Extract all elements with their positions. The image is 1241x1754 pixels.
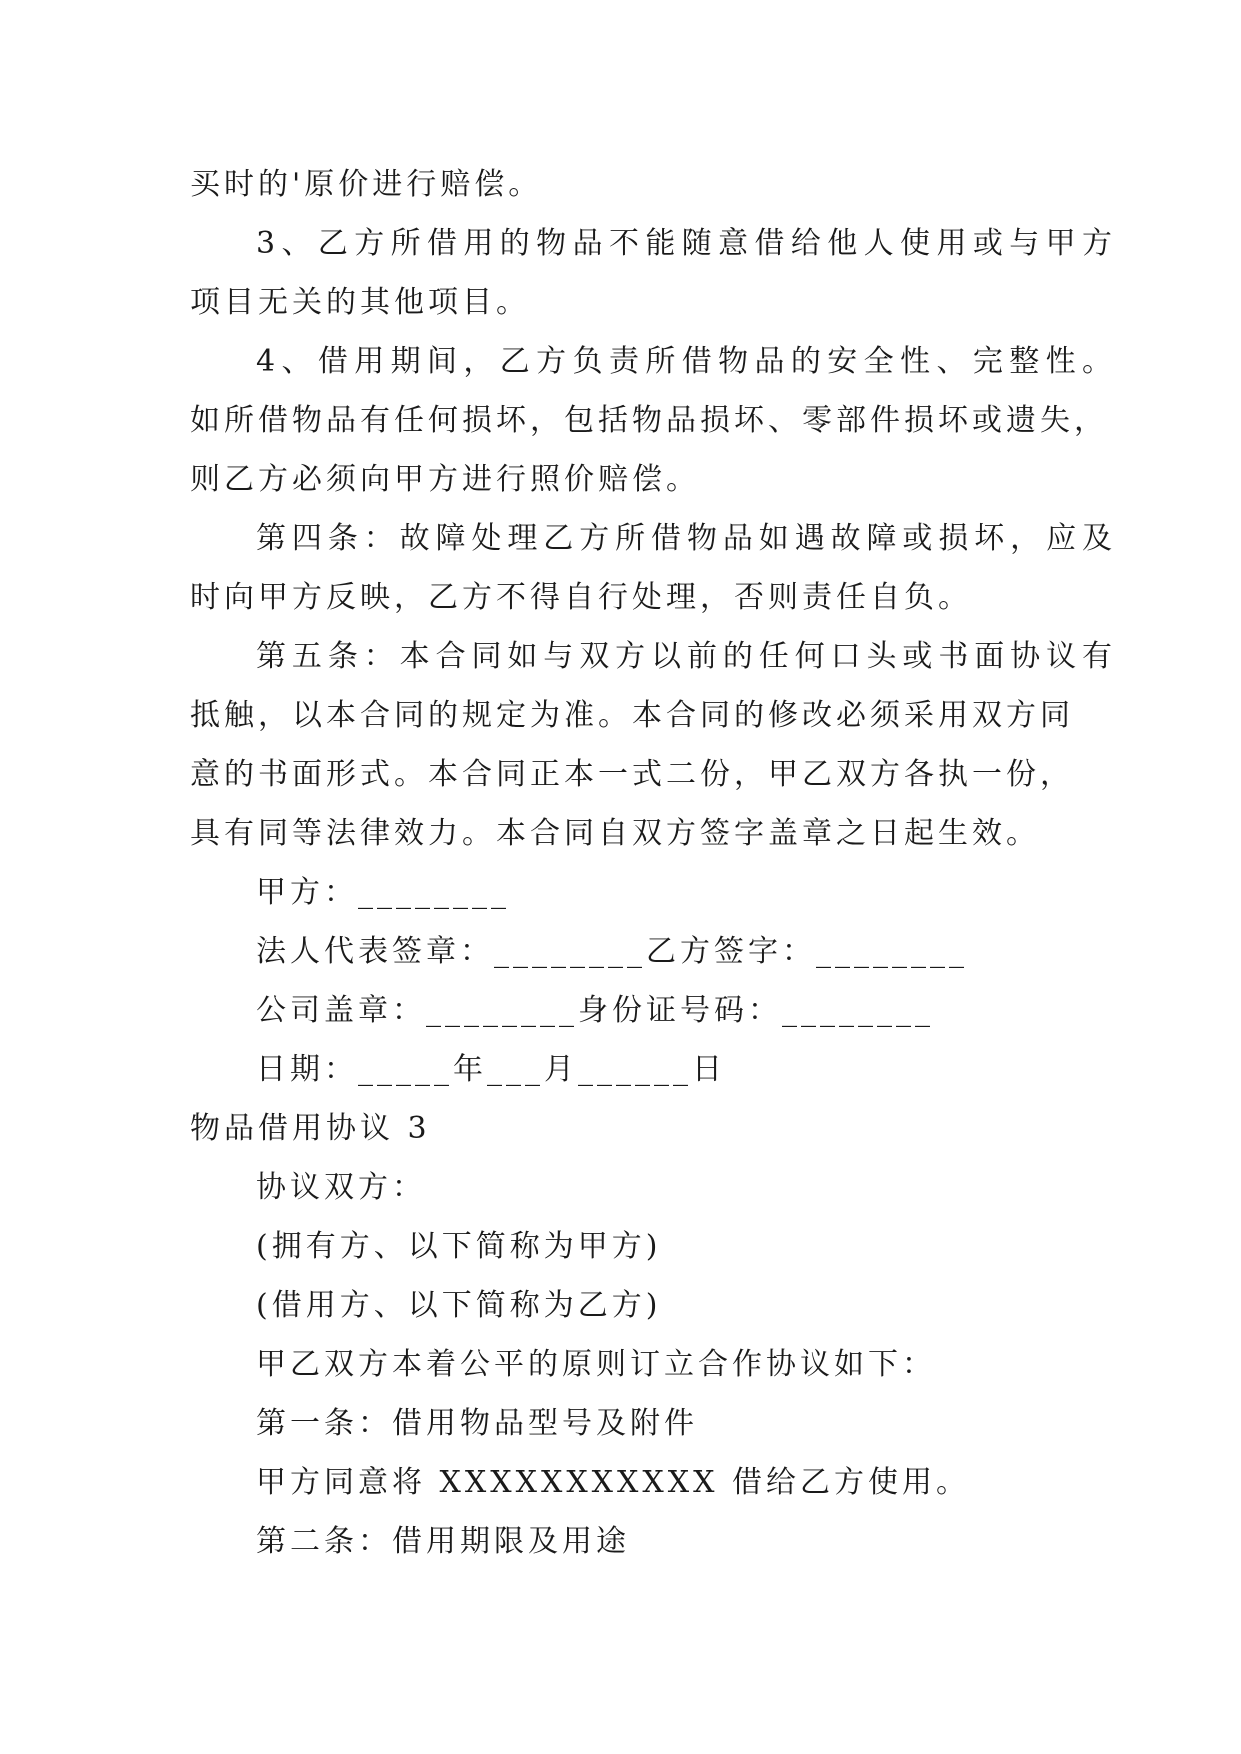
text-line: 甲乙双方本着公平的原则订立合作协议如下： xyxy=(256,1347,936,1382)
document-body xyxy=(190,155,1116,1571)
text-line: 3、乙方所借用的物品不能随意借给他人使用或与甲方 xyxy=(256,226,1116,261)
section-heading: 物品借用协议 3 xyxy=(190,1111,431,1146)
legal-rep-signature-line: 法人代表签章：________乙方签字：________ xyxy=(256,934,968,969)
text-line: 项目无关的其他项目。 xyxy=(190,285,530,320)
text-line: (拥有方、以下简称为甲方) xyxy=(256,1229,662,1264)
text-line: 如所借物品有任何损坏，包括物品损坏、零部件损坏或遗失， xyxy=(190,403,1108,438)
text-line: 第一条：借用物品型号及附件 xyxy=(256,1406,698,1441)
party-a-signature-line: 甲方：________ xyxy=(256,875,510,910)
text-line: 具有同等法律效力。本合同自双方签字盖章之日起生效。 xyxy=(190,816,1040,851)
date-line: 日期：_____年___月______日 xyxy=(256,1052,726,1087)
text-line: 意的书面形式。本合同正本一式二份，甲乙双方各执一份， xyxy=(190,757,1074,792)
text-line: 第二条：借用期限及用途 xyxy=(256,1524,630,1559)
company-seal-line: 公司盖章：________身份证号码：________ xyxy=(256,993,934,1028)
text-line: 协议双方： xyxy=(256,1170,426,1205)
text-line: 买时的'原价进行赔偿。 xyxy=(190,167,543,202)
text-line: 第四条：故障处理乙方所借物品如遇故障或损坏，应及 xyxy=(256,521,1116,556)
text-line: 第五条：本合同如与双方以前的任何口头或书面协议有 xyxy=(256,639,1116,674)
text-line: (借用方、以下简称为乙方) xyxy=(256,1288,662,1323)
text-line: 时向甲方反映，乙方不得自行处理，否则责任自负。 xyxy=(190,580,972,615)
text-line: 4、借用期间，乙方负责所借物品的安全性、完整性。 xyxy=(256,344,1116,379)
text-line: 则乙方必须向甲方进行照价赔偿。 xyxy=(190,462,700,497)
text-line: 抵触，以本合同的规定为准。本合同的修改必须采用双方同 xyxy=(190,698,1074,733)
text-line: 甲方同意将 XXXXXXXXXXX 借给乙方使用。 xyxy=(256,1465,971,1500)
